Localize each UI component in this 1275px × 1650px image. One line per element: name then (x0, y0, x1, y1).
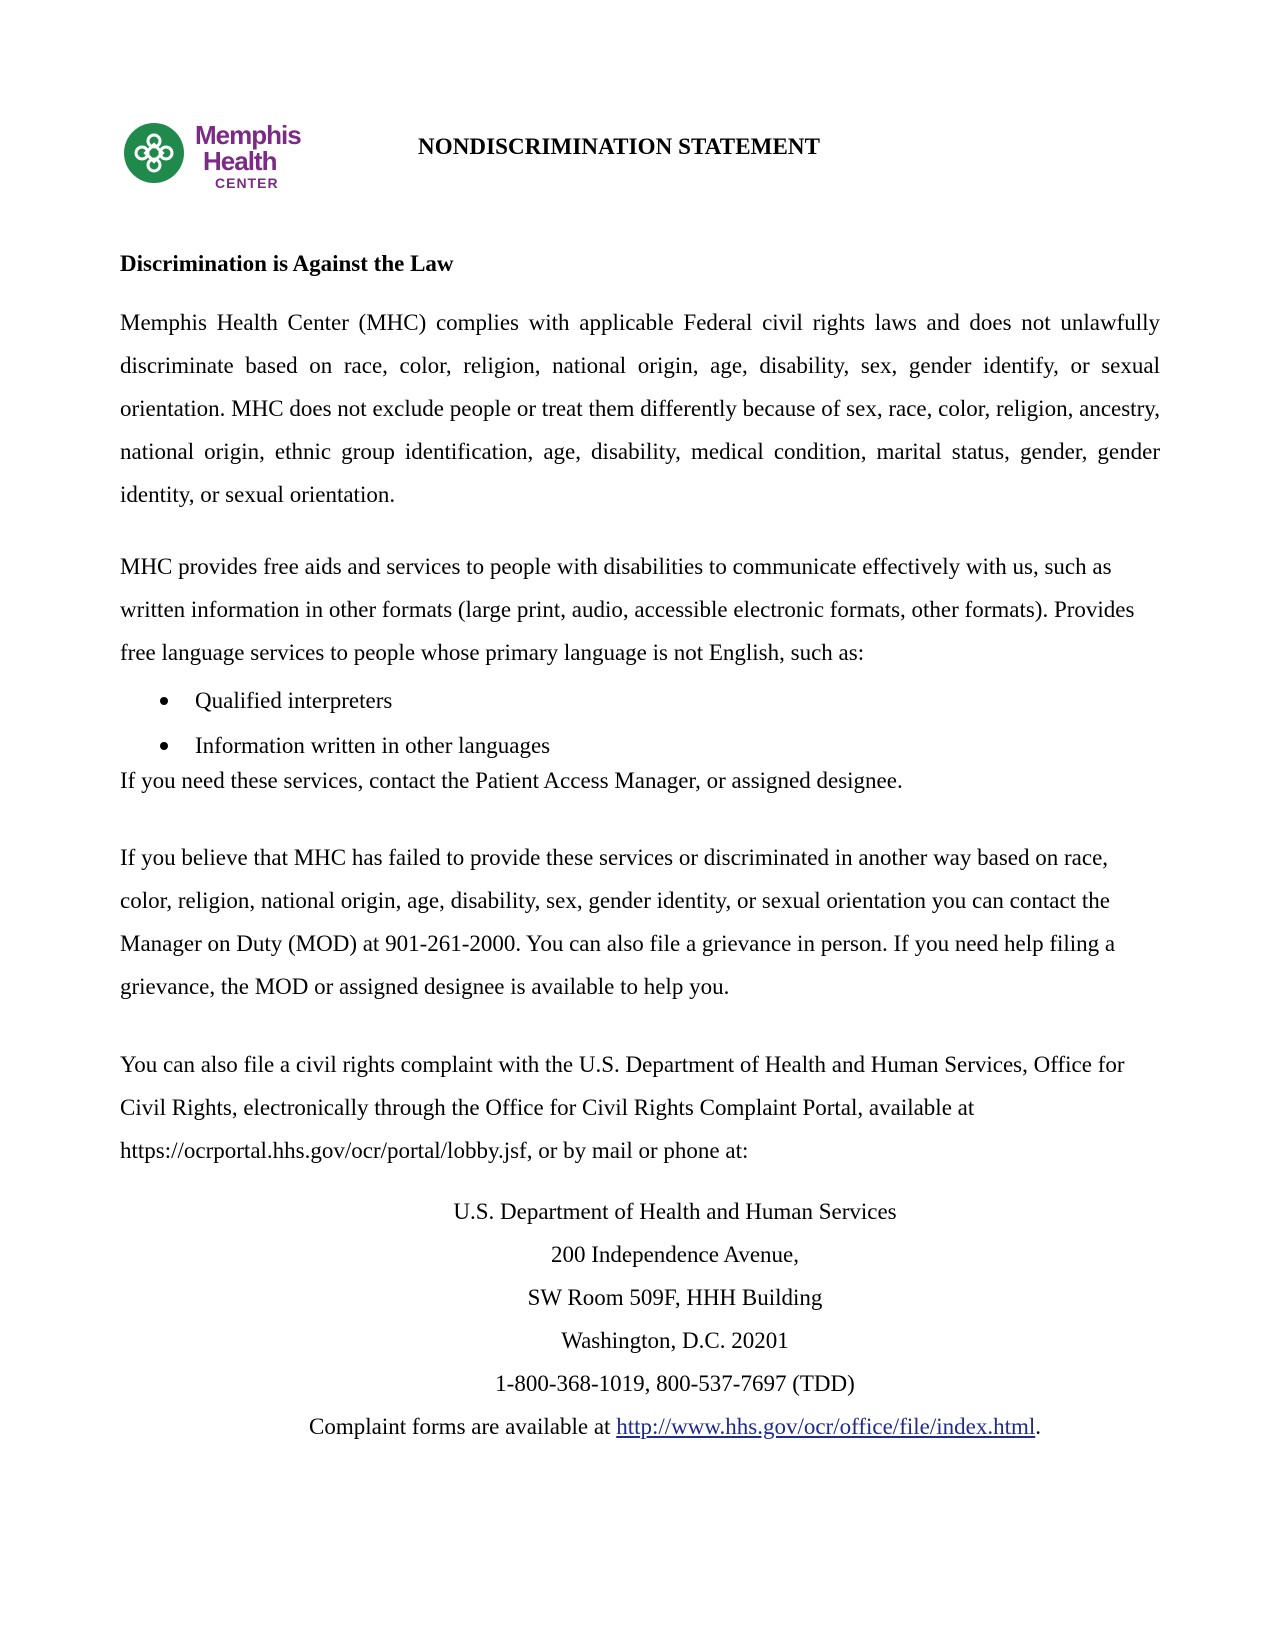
list-item-text: Qualified interpreters (195, 688, 393, 713)
complaint-forms-link[interactable]: http://www.hhs.gov/ocr/office/file/index.html (616, 1414, 1036, 1439)
section-heading: Discrimination is Against the Law (120, 251, 454, 276)
paragraph-free-aids: MHC provides free aids and services to people with disabilities to communicate effectively with us, such as written information in other formats (large print, audio, accessible electronic formats, other formats). Provides free language services to people whose primary language is not English, such as: (120, 554, 1135, 665)
complaint-forms-line (0, 1405, 1275, 1448)
paragraph-compliance: Memphis Health Center (MHC) complies with applicable Federal civil rights laws and does not unlawfully discriminate based on race, color, religion, national origin, age, disability, sex, gender identify, or sexual orientation. MHC does not exclude people or treat them differently because of sex, race, color, religion, ancestry, national origin, ethnic group identification, age, disability, medical condition, marital status, gender, gender identity, or sexual orientation. (120, 310, 1160, 507)
list-item-text: Information written in other languages (195, 733, 551, 758)
bullet-icon (160, 697, 168, 705)
list-item (120, 723, 550, 768)
logo-knot-icon (123, 122, 185, 184)
paragraph-civil-rights-complaint: You can also file a civil rights complaint with the U.S. Department of Health and Human Services, Office for Civil Rights, electronically through the Office for Civil Rights Complaint Portal, available at https://ocrportal.hhs.gov/ocr/portal/lobby.jsf, or by mail or phone at: (120, 1052, 1125, 1163)
language-services-list (120, 678, 550, 768)
memphis-health-center-logo (123, 120, 319, 196)
address-line: U.S. Department of Health and Human Services (453, 1199, 897, 1224)
list-item (120, 678, 550, 723)
address-line: 200 Independence Avenue, (550, 1242, 799, 1267)
logo-word-memphis: Memphis (195, 120, 301, 150)
address-phone: 1-800-368-1019, 800-537-7697 (TDD) (495, 1371, 855, 1396)
complaint-forms-prefix: Complaint forms are available at (309, 1414, 617, 1439)
complaint-forms-suffix: . (1035, 1414, 1041, 1439)
paragraph-grievance: If you believe that MHC has failed to provide these services or discriminated in another way based on race, color, religion, national origin, age, disability, sex, gender identity, or sexual orientation you can contact the Manager on Duty (MOD) at 901-261-2000. You can also file a grievance in person. If you need help filing a grievance, the MOD or assigned designee is available to help you. (120, 845, 1116, 999)
address-line: Washington, D.C. 20201 (561, 1328, 789, 1353)
contact-patient-access: If you need these services, contact the Patient Access Manager, or assigned designee. (120, 768, 903, 793)
document-title: NONDISCRIMINATION STATEMENT (418, 134, 821, 159)
address-line: SW Room 509F, HHH Building (527, 1285, 823, 1310)
logo-word-health: Health (203, 146, 277, 176)
bullet-icon (160, 742, 168, 750)
logo-word-center: CENTER (215, 175, 279, 191)
hhs-address-block (0, 1190, 1275, 1448)
